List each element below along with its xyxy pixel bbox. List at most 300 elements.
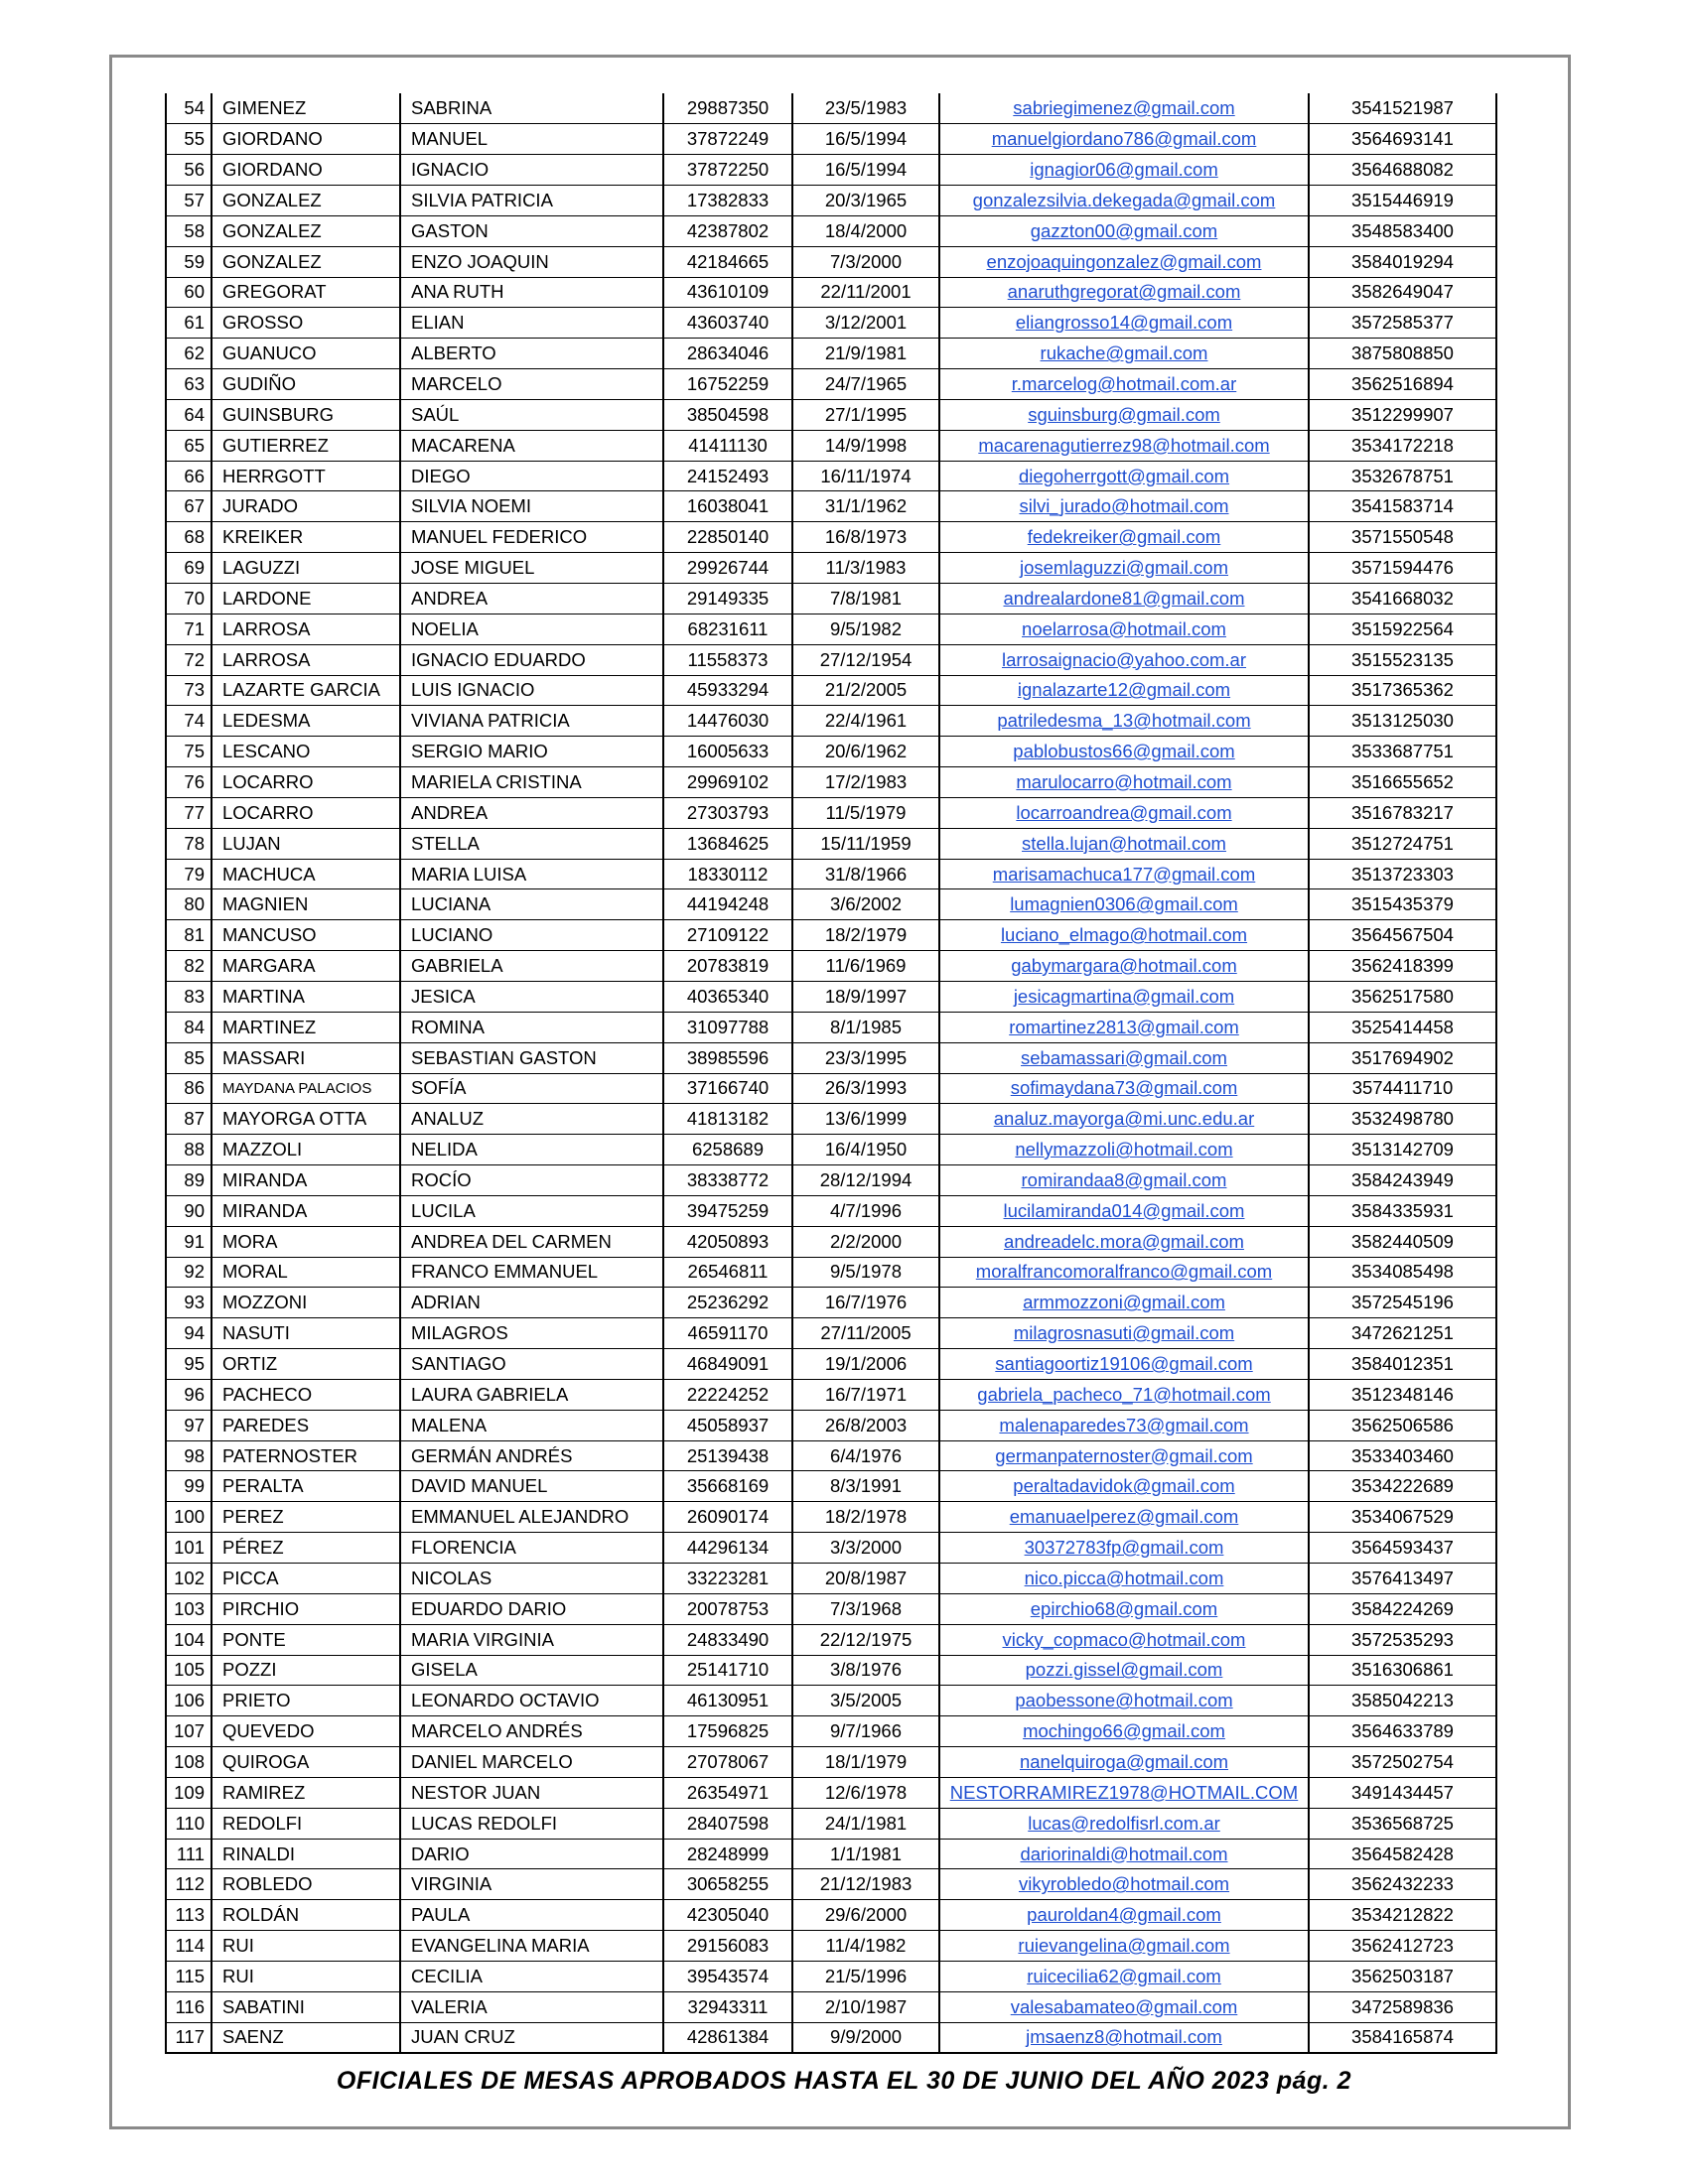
email-cell [939, 1349, 1309, 1380]
first-name-cell: VIRGINIA [400, 1869, 663, 1900]
phone-cell: 3512299907 [1309, 399, 1496, 430]
email-cell [939, 644, 1309, 675]
dni-cell: 17382833 [663, 186, 792, 216]
email-link[interactable]: ruievangelina@gmail.com [1018, 1935, 1230, 1957]
dni-cell: 45933294 [663, 675, 792, 706]
first-name-cell: ROMINA [400, 1012, 663, 1042]
dni-cell: 32943311 [663, 1991, 792, 2022]
table-row [166, 981, 1496, 1012]
last-name-cell: PAREDES [211, 1410, 400, 1440]
phone-cell: 3533403460 [1309, 1440, 1496, 1471]
email-link[interactable]: valesabamateo@gmail.com [1010, 1995, 1238, 2017]
email-link[interactable]: marisamachuca177@gmail.com [992, 863, 1256, 885]
row-number: 103 [166, 1593, 211, 1624]
row-number: 65 [166, 430, 211, 461]
row-number: 113 [166, 1900, 211, 1931]
last-name-cell: LESCANO [211, 737, 400, 767]
email-link[interactable]: analuz.mayorga@mi.unc.edu.ar [993, 1108, 1255, 1130]
birth-date-cell: 22/12/1975 [792, 1624, 939, 1655]
email-link[interactable]: gabymargara@hotmail.com [1011, 955, 1237, 977]
email-link[interactable]: jesicagmartina@gmail.com [1013, 985, 1235, 1007]
first-name-cell: STELLA [400, 828, 663, 859]
last-name-cell: QUIROGA [211, 1747, 400, 1778]
email-cell [939, 369, 1309, 400]
row-number: 81 [166, 920, 211, 951]
row-number: 87 [166, 1104, 211, 1135]
dni-cell: 37872250 [663, 155, 792, 186]
email-link[interactable]: diegoherrgott@gmail.com [1018, 465, 1230, 486]
email-cell [939, 1195, 1309, 1226]
first-name-cell: SILVIA NOEMI [400, 491, 663, 522]
phone-cell: 3584243949 [1309, 1165, 1496, 1196]
birth-date-cell: 13/6/1999 [792, 1104, 939, 1135]
first-name-cell: JOSE MIGUEL [400, 553, 663, 584]
phone-cell: 3875808850 [1309, 339, 1496, 369]
table-row [166, 461, 1496, 491]
email-link[interactable]: NESTORRAMIREZ1978@HOTMAIL.COM [949, 1781, 1299, 1803]
first-name-cell: LUCAS REDOLFI [400, 1808, 663, 1839]
birth-date-cell: 16/5/1994 [792, 155, 939, 186]
dni-cell: 16752259 [663, 369, 792, 400]
table-row [166, 1839, 1496, 1869]
email-cell [939, 1593, 1309, 1624]
phone-cell: 3516783217 [1309, 797, 1496, 828]
row-number: 114 [166, 1931, 211, 1962]
email-link[interactable]: stella.lujan@hotmail.com [1022, 832, 1226, 854]
email-link[interactable]: romirandaa8@gmail.com [1021, 1168, 1227, 1190]
phone-cell: 3515435379 [1309, 889, 1496, 920]
row-number: 72 [166, 644, 211, 675]
email-link[interactable]: rukache@gmail.com [1040, 342, 1208, 364]
last-name-cell: MAYDANA PALACIOS [211, 1073, 400, 1104]
email-cell [939, 93, 1309, 124]
phone-cell: 3564693141 [1309, 124, 1496, 155]
first-name-cell: MACARENA [400, 430, 663, 461]
dni-cell: 25141710 [663, 1655, 792, 1686]
email-link[interactable]: r.marcelog@hotmail.com.ar [1011, 373, 1237, 395]
birth-date-cell: 24/1/1981 [792, 1808, 939, 1839]
dni-cell: 42305040 [663, 1900, 792, 1931]
birth-date-cell: 15/11/1959 [792, 828, 939, 859]
email-link[interactable]: emanuaelperez@gmail.com [1009, 1506, 1239, 1528]
first-name-cell: EVANGELINA MARIA [400, 1931, 663, 1962]
email-link[interactable]: nellymazzoli@hotmail.com [1015, 1139, 1233, 1160]
table-row [166, 1961, 1496, 1991]
email-link[interactable]: lumagnien0306@gmail.com [1010, 893, 1238, 915]
phone-cell: 3584019294 [1309, 246, 1496, 277]
email-cell [939, 1073, 1309, 1104]
email-link[interactable]: moralfrancomoralfranco@gmail.com [975, 1261, 1273, 1283]
phone-cell: 3472589836 [1309, 1991, 1496, 2022]
email-link[interactable]: sofimaydana73@gmail.com [1010, 1077, 1238, 1099]
first-name-cell: DARIO [400, 1839, 663, 1869]
email-link[interactable]: pablobustos66@gmail.com [1013, 741, 1235, 762]
first-name-cell: ADRIAN [400, 1288, 663, 1318]
email-cell [939, 1808, 1309, 1839]
birth-date-cell: 3/5/2005 [792, 1686, 939, 1716]
email-cell [939, 124, 1309, 155]
phone-cell: 3562506586 [1309, 1410, 1496, 1440]
email-link[interactable]: manuelgiordano786@gmail.com [991, 128, 1257, 150]
email-link[interactable]: pozzi.gissel@gmail.com [1025, 1659, 1223, 1681]
table-row [166, 1257, 1496, 1288]
first-name-cell: SERGIO MARIO [400, 737, 663, 767]
email-cell [939, 675, 1309, 706]
first-name-cell: FLORENCIA [400, 1533, 663, 1564]
birth-date-cell: 12/6/1978 [792, 1777, 939, 1808]
last-name-cell: REDOLFI [211, 1808, 400, 1839]
row-number: 57 [166, 186, 211, 216]
phone-cell: 3572545196 [1309, 1288, 1496, 1318]
phone-cell: 3564582428 [1309, 1839, 1496, 1869]
email-link[interactable]: vicky_copmaco@hotmail.com [1002, 1628, 1246, 1650]
last-name-cell: GONZALEZ [211, 246, 400, 277]
table-row [166, 1410, 1496, 1440]
phone-cell: 3516655652 [1309, 767, 1496, 798]
dni-cell: 27303793 [663, 797, 792, 828]
last-name-cell: MIRANDA [211, 1165, 400, 1196]
email-link[interactable]: malenaparedes73@gmail.com [999, 1414, 1249, 1435]
last-name-cell: SAENZ [211, 2022, 400, 2053]
email-link[interactable]: josemlaguzzi@gmail.com [1019, 557, 1228, 579]
table-row [166, 2022, 1496, 2053]
table-row [166, 614, 1496, 644]
dni-cell: 28634046 [663, 339, 792, 369]
row-number: 73 [166, 675, 211, 706]
table-row [166, 1593, 1496, 1624]
email-cell [939, 1839, 1309, 1869]
email-link[interactable]: ignalazarte12@gmail.com [1017, 679, 1231, 701]
email-link[interactable]: germanpaternoster@gmail.com [995, 1444, 1253, 1466]
dni-cell: 26090174 [663, 1502, 792, 1533]
email-link[interactable]: pauroldan4@gmail.com [1027, 1904, 1221, 1926]
dni-cell: 27078067 [663, 1747, 792, 1778]
first-name-cell: VIVIANA PATRICIA [400, 706, 663, 737]
first-name-cell: ANDREA DEL CARMEN [400, 1226, 663, 1257]
birth-date-cell: 27/1/1995 [792, 399, 939, 430]
birth-date-cell: 3/3/2000 [792, 1533, 939, 1564]
table-row [166, 155, 1496, 186]
first-name-cell: MILAGROS [400, 1318, 663, 1349]
phone-cell: 3562432233 [1309, 1869, 1496, 1900]
last-name-cell: MAZZOLI [211, 1135, 400, 1165]
dni-cell: 37872249 [663, 124, 792, 155]
dni-cell: 14476030 [663, 706, 792, 737]
first-name-cell: NELIDA [400, 1135, 663, 1165]
email-link[interactable]: eliangrosso14@gmail.com [1015, 312, 1233, 334]
email-link[interactable]: locarroandrea@gmail.com [1016, 801, 1232, 823]
table-row [166, 93, 1496, 124]
birth-date-cell: 7/3/2000 [792, 246, 939, 277]
first-name-cell: ANDREA [400, 797, 663, 828]
email-cell [939, 889, 1309, 920]
row-number: 60 [166, 277, 211, 308]
row-number: 111 [166, 1839, 211, 1869]
email-link[interactable]: anaruthgregorat@gmail.com [1007, 281, 1241, 303]
email-link[interactable]: milagrosnasuti@gmail.com [1013, 1322, 1235, 1344]
email-link[interactable]: sguinsburg@gmail.com [1028, 403, 1220, 425]
birth-date-cell: 18/2/1978 [792, 1502, 939, 1533]
birth-date-cell: 11/6/1969 [792, 951, 939, 982]
birth-date-cell: 26/3/1993 [792, 1073, 939, 1104]
phone-cell: 3512724751 [1309, 828, 1496, 859]
row-number: 117 [166, 2022, 211, 2053]
first-name-cell: GASTON [400, 215, 663, 246]
email-link[interactable]: marulocarro@hotmail.com [1016, 770, 1232, 792]
table-row [166, 1777, 1496, 1808]
email-link[interactable]: 30372783fp@gmail.com [1024, 1537, 1224, 1559]
dni-cell: 46849091 [663, 1349, 792, 1380]
last-name-cell: PICCA [211, 1564, 400, 1594]
email-cell [939, 1104, 1309, 1135]
email-link[interactable]: romartinez2813@gmail.com [1009, 1016, 1239, 1037]
phone-cell: 3534085498 [1309, 1257, 1496, 1288]
row-number: 85 [166, 1042, 211, 1073]
phone-cell: 3533687751 [1309, 737, 1496, 767]
table-row [166, 1195, 1496, 1226]
first-name-cell: CECILIA [400, 1961, 663, 1991]
table-row [166, 1349, 1496, 1380]
phone-cell: 3584335931 [1309, 1195, 1496, 1226]
last-name-cell: GIMENEZ [211, 93, 400, 124]
email-link[interactable]: paobessone@hotmail.com [1015, 1690, 1233, 1711]
birth-date-cell: 19/1/2006 [792, 1349, 939, 1380]
row-number: 66 [166, 461, 211, 491]
email-cell [939, 1440, 1309, 1471]
row-number: 75 [166, 737, 211, 767]
first-name-cell: MALENA [400, 1410, 663, 1440]
last-name-cell: GONZALEZ [211, 186, 400, 216]
birth-date-cell: 16/7/1971 [792, 1379, 939, 1410]
dni-cell: 39543574 [663, 1961, 792, 1991]
email-cell [939, 1135, 1309, 1165]
last-name-cell: GUINSBURG [211, 399, 400, 430]
table-row [166, 186, 1496, 216]
table-row [166, 339, 1496, 369]
row-number: 77 [166, 797, 211, 828]
email-link[interactable]: ruicecilia62@gmail.com [1027, 1965, 1221, 1986]
row-number: 71 [166, 614, 211, 644]
email-link[interactable]: dariorinaldi@hotmail.com [1020, 1843, 1228, 1864]
email-cell [939, 522, 1309, 553]
email-cell [939, 1900, 1309, 1931]
email-cell [939, 461, 1309, 491]
first-name-cell: SANTIAGO [400, 1349, 663, 1380]
table-row [166, 1104, 1496, 1135]
table-row [166, 1012, 1496, 1042]
phone-cell: 3541521987 [1309, 93, 1496, 124]
page-footer-title: OFICIALES DE MESAS APROBADOS HASTA EL 30 DE JUNIO DEL AÑO 2023 pág. 2 [336, 2067, 1352, 2095]
email-link[interactable]: macarenagutierrez98@hotmail.com [978, 434, 1270, 456]
email-cell [939, 1379, 1309, 1410]
email-link[interactable]: silvi_jurado@hotmail.com [1019, 495, 1229, 517]
dni-cell: 29969102 [663, 767, 792, 798]
email-link[interactable]: gabriela_pacheco_71@hotmail.com [977, 1383, 1271, 1405]
last-name-cell: GIORDANO [211, 155, 400, 186]
last-name-cell: GUTIERREZ [211, 430, 400, 461]
first-name-cell: ENZO JOAQUIN [400, 246, 663, 277]
row-number: 90 [166, 1195, 211, 1226]
last-name-cell: MASSARI [211, 1042, 400, 1073]
email-link[interactable]: larrosaignacio@yahoo.com.ar [1001, 648, 1247, 670]
dni-cell: 42184665 [663, 246, 792, 277]
table-row [166, 246, 1496, 277]
last-name-cell: QUEVEDO [211, 1716, 400, 1747]
birth-date-cell: 11/4/1982 [792, 1931, 939, 1962]
email-link[interactable]: luciano_elmago@hotmail.com [1000, 924, 1248, 946]
row-number: 69 [166, 553, 211, 584]
phone-cell: 3571594476 [1309, 553, 1496, 584]
first-name-cell: MANUEL FEDERICO [400, 522, 663, 553]
email-cell [939, 339, 1309, 369]
row-number: 62 [166, 339, 211, 369]
dni-cell: 22224252 [663, 1379, 792, 1410]
last-name-cell: MIRANDA [211, 1195, 400, 1226]
dni-cell: 37166740 [663, 1073, 792, 1104]
email-link[interactable]: santiagoortiz19106@gmail.com [995, 1353, 1253, 1375]
dni-cell: 43603740 [663, 308, 792, 339]
row-number: 95 [166, 1349, 211, 1380]
email-cell [939, 1165, 1309, 1196]
email-cell [939, 1471, 1309, 1502]
first-name-cell: PAULA [400, 1900, 663, 1931]
email-link[interactable]: vikyrobledo@hotmail.com [1018, 1873, 1230, 1895]
birth-date-cell: 3/8/1976 [792, 1655, 939, 1686]
row-number: 58 [166, 215, 211, 246]
row-number: 74 [166, 706, 211, 737]
email-link[interactable]: nico.picca@hotmail.com [1024, 1567, 1224, 1588]
table-row [166, 308, 1496, 339]
phone-cell: 3562412723 [1309, 1931, 1496, 1962]
row-number: 78 [166, 828, 211, 859]
email-link[interactable]: ignagior06@gmail.com [1030, 159, 1218, 181]
phone-cell: 3515446919 [1309, 186, 1496, 216]
email-cell [939, 859, 1309, 889]
table-row [166, 675, 1496, 706]
birth-date-cell: 31/8/1966 [792, 859, 939, 889]
row-number: 112 [166, 1869, 211, 1900]
row-number: 68 [166, 522, 211, 553]
birth-date-cell: 22/4/1961 [792, 706, 939, 737]
email-cell [939, 553, 1309, 584]
birth-date-cell: 27/11/2005 [792, 1318, 939, 1349]
table-row [166, 522, 1496, 553]
first-name-cell: DANIEL MARCELO [400, 1747, 663, 1778]
last-name-cell: PEREZ [211, 1502, 400, 1533]
table-row [166, 1808, 1496, 1839]
last-name-cell: PONTE [211, 1624, 400, 1655]
last-name-cell: KREIKER [211, 522, 400, 553]
birth-date-cell: 18/1/1979 [792, 1747, 939, 1778]
email-cell [939, 1991, 1309, 2022]
first-name-cell: JESICA [400, 981, 663, 1012]
birth-date-cell: 8/3/1991 [792, 1471, 939, 1502]
phone-cell: 3584165874 [1309, 2022, 1496, 2053]
phone-cell: 3572535293 [1309, 1624, 1496, 1655]
email-link[interactable]: fedekreiker@gmail.com [1027, 526, 1221, 548]
email-link[interactable]: patriledesma_13@hotmail.com [997, 710, 1251, 732]
phone-cell: 3541668032 [1309, 584, 1496, 614]
email-link[interactable]: sebamassari@gmail.com [1021, 1046, 1227, 1068]
email-cell [939, 767, 1309, 798]
first-name-cell: MARCELO [400, 369, 663, 400]
table-row [166, 889, 1496, 920]
dni-cell: 24833490 [663, 1624, 792, 1655]
email-cell [939, 1257, 1309, 1288]
email-cell [939, 2022, 1309, 2053]
email-link[interactable]: andrealardone81@gmail.com [1003, 587, 1245, 609]
email-link[interactable]: peraltadavidok@gmail.com [1013, 1475, 1235, 1497]
row-number: 92 [166, 1257, 211, 1288]
birth-date-cell: 2/2/2000 [792, 1226, 939, 1257]
first-name-cell: MARCELO ANDRÉS [400, 1716, 663, 1747]
phone-cell: 3532678751 [1309, 461, 1496, 491]
email-link[interactable]: sabriegimenez@gmail.com [1013, 97, 1235, 119]
last-name-cell: ORTIZ [211, 1349, 400, 1380]
last-name-cell: POZZI [211, 1655, 400, 1686]
birth-date-cell: 22/11/2001 [792, 277, 939, 308]
dni-cell: 35668169 [663, 1471, 792, 1502]
birth-date-cell: 2/10/1987 [792, 1991, 939, 2022]
dni-cell: 41411130 [663, 430, 792, 461]
email-link[interactable]: enzojoaquingonzalez@gmail.com [986, 250, 1262, 272]
birth-date-cell: 20/3/1965 [792, 186, 939, 216]
email-link[interactable]: nanelquiroga@gmail.com [1019, 1750, 1229, 1772]
email-cell [939, 614, 1309, 644]
first-name-cell: GISELA [400, 1655, 663, 1686]
first-name-cell: IGNACIO [400, 155, 663, 186]
dni-cell: 28407598 [663, 1808, 792, 1839]
email-link[interactable]: andreadelc.mora@gmail.com [1004, 1230, 1244, 1252]
table-row [166, 1991, 1496, 2022]
last-name-cell: LARROSA [211, 614, 400, 644]
email-link[interactable]: epirchio68@gmail.com [1030, 1597, 1218, 1619]
birth-date-cell: 20/6/1962 [792, 737, 939, 767]
dni-cell: 42050893 [663, 1226, 792, 1257]
birth-date-cell: 31/1/1962 [792, 491, 939, 522]
email-link[interactable]: gonzalezsilvia.dekegada@gmail.com [972, 189, 1276, 210]
phone-cell: 3516306861 [1309, 1655, 1496, 1686]
email-link[interactable]: jmsaenz8@hotmail.com [1026, 2026, 1222, 2048]
email-link[interactable]: noelarrosa@hotmail.com [1022, 617, 1226, 639]
birth-date-cell: 7/8/1981 [792, 584, 939, 614]
birth-date-cell: 7/3/1968 [792, 1593, 939, 1624]
birth-date-cell: 11/5/1979 [792, 797, 939, 828]
email-link[interactable]: mochingo66@gmail.com [1023, 1720, 1225, 1742]
dni-cell: 26354971 [663, 1777, 792, 1808]
row-number: 109 [166, 1777, 211, 1808]
email-link[interactable]: gazzton00@gmail.com [1030, 219, 1218, 241]
dni-cell: 44296134 [663, 1533, 792, 1564]
birth-date-cell: 28/12/1994 [792, 1165, 939, 1196]
phone-cell: 3584012351 [1309, 1349, 1496, 1380]
table-row [166, 1471, 1496, 1502]
last-name-cell: RUI [211, 1931, 400, 1962]
email-link[interactable]: lucilamiranda014@gmail.com [1003, 1199, 1245, 1221]
birth-date-cell: 23/5/1983 [792, 93, 939, 124]
phone-cell: 3582649047 [1309, 277, 1496, 308]
first-name-cell: GABRIELA [400, 951, 663, 982]
email-link[interactable]: armmozzoni@gmail.com [1023, 1292, 1225, 1313]
first-name-cell: ALBERTO [400, 339, 663, 369]
email-cell [939, 1777, 1309, 1808]
last-name-cell: PATERNOSTER [211, 1440, 400, 1471]
birth-date-cell: 23/3/1995 [792, 1042, 939, 1073]
dni-cell: 28248999 [663, 1839, 792, 1869]
first-name-cell: DAVID MANUEL [400, 1471, 663, 1502]
row-number: 115 [166, 1961, 211, 1991]
email-link[interactable]: lucas@redolfisrl.com.ar [1028, 1812, 1220, 1834]
